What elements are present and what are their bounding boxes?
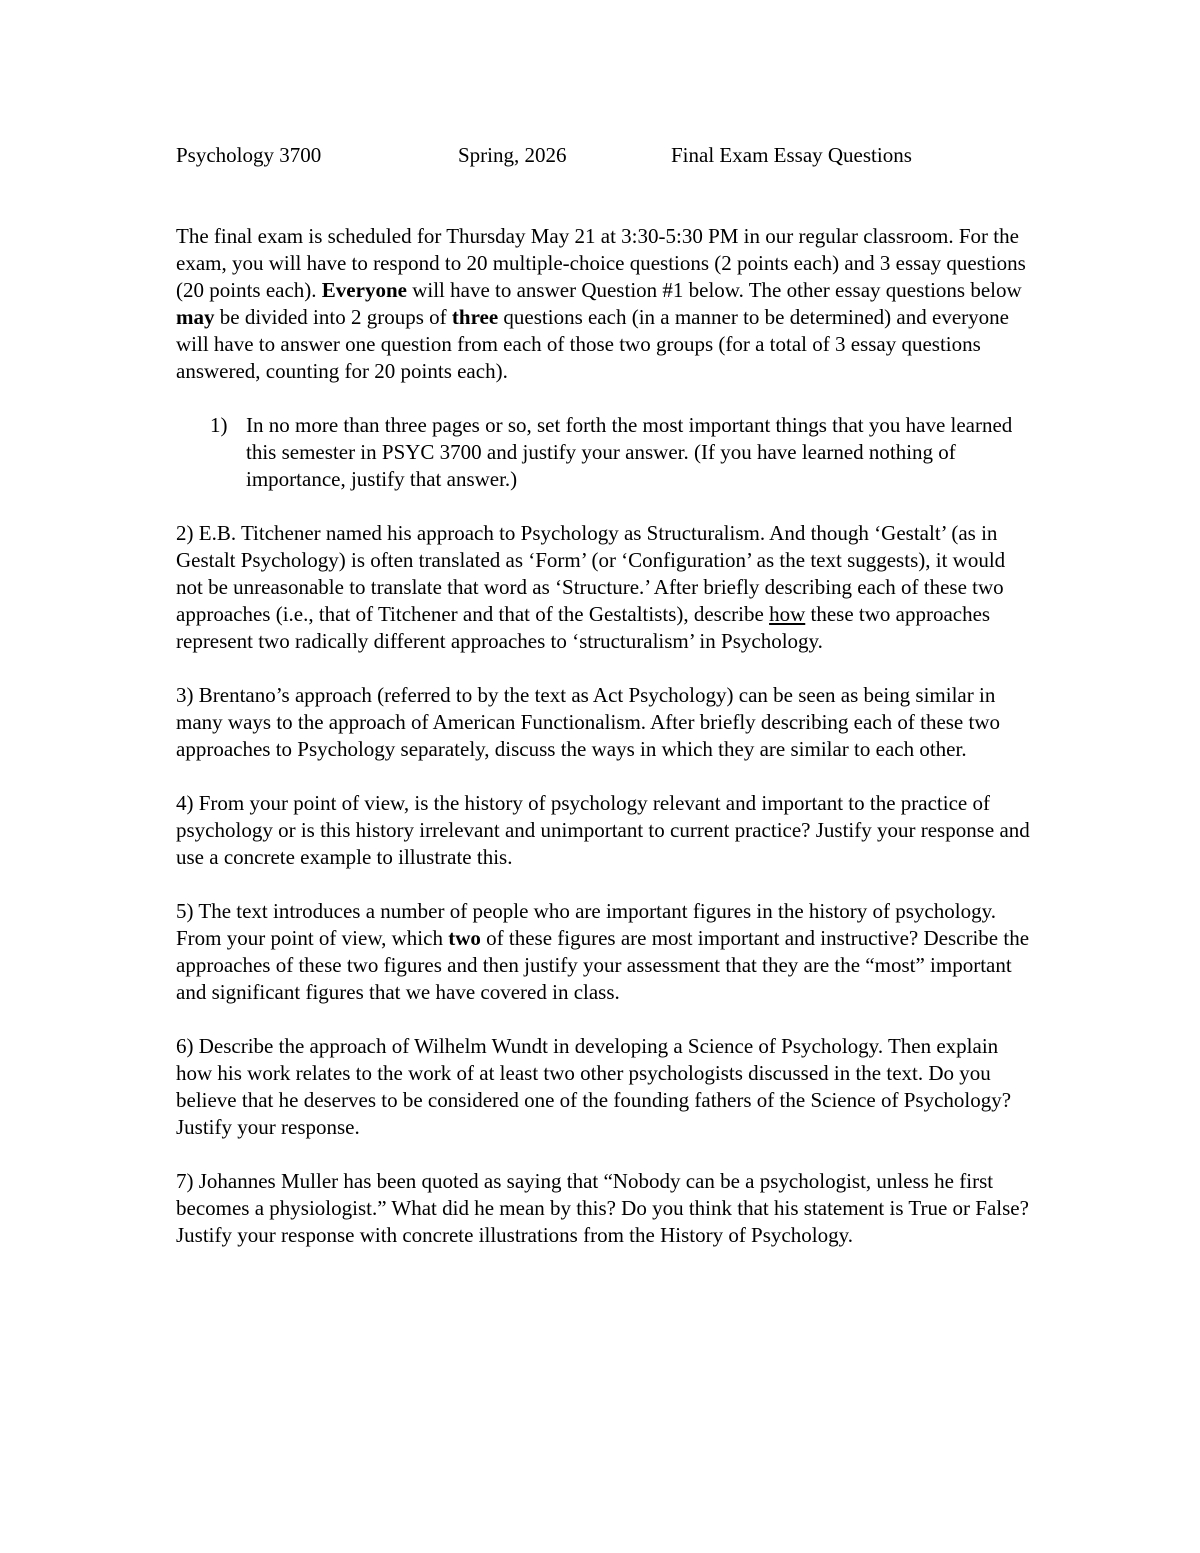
intro-text-1: The final exam is scheduled for Thursday May 21 at 3:30-5:30 PM in our regular classroom. For the exam, you will have to respond to 20 multiple-choice questions (2 points each) and 3 essay questions (20 points each). <box>176 224 1026 302</box>
intro-paragraph <box>176 223 1036 385</box>
question-5-bold-two: two <box>448 926 481 950</box>
question-1-number: 1) <box>210 413 228 437</box>
intro-bold-may: may <box>176 305 215 329</box>
question-4: 4) From your point of view, is the history of psychology relevant and important to the practice of psychology or is this history irrelevant and unimportant to current practice? Justify your response and use a concrete example to illustrate this. <box>176 791 1030 869</box>
exam-document <box>176 142 1036 1276</box>
question-2-underlined-how: how <box>769 602 806 626</box>
question-2-text-1: 2) E.B. Titchener named his approach to Psychology as Structuralism. And though ‘Gestalt’ (as in Gestalt Psychology) is often translated as ‘Form’ (or ‘Configuration’ as the text suggests), it would not be unreasonable to translate that word as ‘Structure.’ After briefly describing each of these two approaches (i.e., that of Titchener and that of the Gestaltists), describe <box>176 521 1006 626</box>
question-5 <box>176 898 1036 1006</box>
intro-text-3: be divided into 2 groups of <box>214 305 452 329</box>
question-2 <box>176 520 1036 655</box>
document-title: Final Exam Essay Questions <box>671 143 912 167</box>
document-header <box>176 142 1036 169</box>
question-3: 3) Brentano’s approach (referred to by the text as Act Psychology) can be seen as being similar in many ways to the approach of American Functionalism. After briefly describing each of these two approaches to Psychology separately, discuss the ways in which they are similar to each other. <box>176 683 1001 761</box>
intro-bold-three: three <box>451 305 499 329</box>
term: Spring, 2026 <box>458 143 567 167</box>
question-7: 7) Johannes Muller has been quoted as saying that “Nobody can be a psychologist, unless he first becomes a physiologist.” What did he mean by this? Do you think that his statement is True or False? Justify your response with concrete illustrations from the History of Psychology. <box>176 1169 1029 1247</box>
question-1-text: In no more than three pages or so, set forth the most important things that you have learned this semester in PSYC 3700 and justify your answer. (If you have learned nothing of importance, justify that answer.) <box>246 413 1013 491</box>
question-1 <box>176 412 1036 493</box>
course-name: Psychology 3700 <box>176 143 322 167</box>
question-6: 6) Describe the approach of Wilhelm Wundt in developing a Science of Psychology. Then explain how his work relates to the work of at least two other psychologists discussed in the text. Do you believe that he deserves to be considered one of the founding fathers of the Science of Psychology? Justify your response. <box>176 1034 1012 1139</box>
intro-text-4: questions each (in a manner to be determined) and everyone will have to answer one question from each of those two groups (for a total of 3 essay questions answered, counting for 20 points each). <box>176 305 1009 383</box>
question-5-text-1: 5) The text introduces a number of people who are important figures in the history of psychology. From your point of view, which <box>176 899 996 950</box>
intro-text-2: will have to answer Question #1 below. The other essay questions below <box>406 278 1022 302</box>
question-2-text-2: these two approaches represent two radically different approaches to ‘structuralism’ in Psychology. <box>176 602 991 653</box>
question-5-text-2: of these figures are most important and instructive? Describe the approaches of these two figures and then justify your assessment that they are the “most” important and significant figures that we have covered in class. <box>176 926 1030 1004</box>
intro-bold-everyone: Everyone <box>321 278 407 302</box>
